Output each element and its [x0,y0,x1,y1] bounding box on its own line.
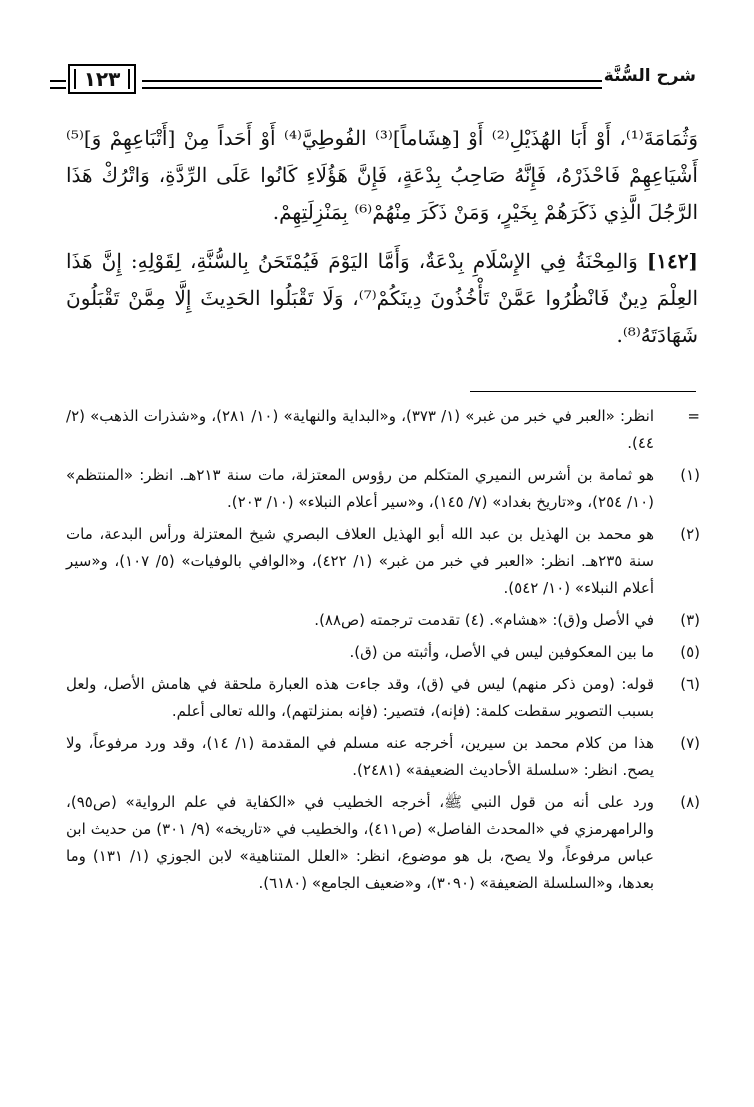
footnotes [66,403,700,902]
footnote-number: (٦) [680,675,700,693]
footnote-text: ما بين المعكوفين ليس في الأصل، وأثبته من (ق). [349,643,654,661]
footnote [66,403,700,457]
footnote-text: هو ثمامة بن أشرس النميري المتكلم من رؤوس المعتزلة، مات سنة ٢١٣هـ. انظر: «المنتظم» (١٠/ ٢٥٤)، و«تاريخ بغداد» (٧/ ١٤٥)، و«سير أعلام النبلاء» (١٠/ ٢٠٣). [66,466,654,511]
footnote-divider [470,391,696,392]
page-number: ١٢٣ [68,64,136,94]
paragraph-2 [66,243,698,354]
page-header [50,62,698,100]
footnote [66,639,700,666]
footnote-number: = [687,407,700,425]
footnote-text: هذا من كلام محمد بن سيرين، أخرجه عنه مسلم في المقدمة (١/ ١٤)، وقد ورد مرفوعاً، ولا يصح. انظر: «سلسلة الأحاديث الضعيفة» (٢٤٨١). [66,734,654,779]
footnote-number: (٥) [680,643,700,661]
header-rule [142,80,602,89]
paragraph-number: [١٤٢] [646,249,698,273]
footnote [66,789,700,897]
footnote [66,730,700,784]
footnote-text: هو محمد بن الهذيل بن عبد الله أبو الهذيل العلاف البصري شيخ المعتزلة ورأس البدعة، مات سنة ٢٣٥هـ. انظر: «العبر في خبر من غبر» (١/ ٤٢٢)، و«الوافي بالوفيات» (٥/ ١٠٧)، و«سير أعلام النبلاء» (١٠/ ٥٤٢). [66,525,655,597]
main-text [66,120,698,354]
footnote-number: (٤) [464,611,485,629]
footnote [66,521,700,602]
paragraph-1: وَثُمَامَةَ⁽¹⁾، أَوْ أَبَا الهُذَيْلِ⁽²⁾ أَوْ [هِشَاماً]⁽³⁾ الفُوطِيَّ⁽⁴⁾ أَوْ أَحَداً مِنْ [أَتْبَاعِهِمْ وَ]⁽⁵⁾ أَشْيَاعِهِمْ فَاحْذَرْهُ، فَإِنَّهُ صَاحِبُ بِدْعَةٍ، فَإِنَّ هَؤُلَاءِ كَانُوا عَلَى الرِّدَّةِ، وَاتْرُكْ هَذَا الرَّجُلَ الَّذِي ذَكَرَهُمْ بِخَيْرٍ، وَمَنْ ذَكَرَ مِنْهُمْ⁽⁶⁾ بِمَنْزِلَتِهِمْ. [66,126,699,224]
footnote-text: انظر: «العبر في خبر من غبر» (١/ ٣٧٣)، و«البداية والنهاية» (١٠/ ٢٨١)، و«شذرات الذهب» (٢/ ٤٤). [66,407,654,452]
paragraph-2-text: وَالمِحْنَةُ فِي الإِسْلَامِ بِدْعَةٌ، وَأَمَّا اليَوْمَ فَيُمْتَحَنُ بِالسُّنَّةِ، لِقَوْلِهِ: إِنَّ هَذَا العِلْمَ دِينٌ فَانْظُرُوا عَمَّنْ تَأْخُذُونَ دِينَكُمْ⁽⁷⁾، وَلَا تَقْبَلُوا الحَدِيثَ إِلَّا مِمَّنْ تَقْبَلُونَ شَهَادَتَهُ⁽⁸⁾. [66,249,698,347]
footnote-number: (٢) [680,525,700,543]
footnote-number: (٣) [680,611,700,629]
footnote [66,671,700,725]
footnote-text: تقدمت ترجمته (ص٨٨). [314,611,460,629]
book-title: شرح السُّنَّة [603,66,696,86]
footnote-number: (١) [680,466,700,484]
footnote-inline [314,611,484,629]
footnote-text: في الأصل و(ق): «هشام». [489,611,654,629]
footnote-number: (٧) [680,734,700,752]
footnote-text-row [66,607,654,634]
footnote-number: (٨) [680,793,700,811]
footnote [66,607,700,634]
footnote-text: قوله: (ومن ذكر منهم) ليس في (ق)، وقد جاءت هذه العبارة ملحقة في هامش الأصل، ولعل بسبب التصوير سقطت كلمة: (فإنه)، فتصير: (فإنه بمنزلتهم)، والله تعالى أعلم. [66,675,654,720]
footnote [66,462,700,516]
footnote-text: ورد على أنه من قول النبي ﷺ، أخرجه الخطيب في «الكفاية في علم الرواية» (ص٩٥)، والرامهرمزي في «المحدث الفاصل» (ص٤١١)، والخطيب في «تاريخه» (٩/ ٣٠١) من حديث ابن عباس مرفوعاً، ولا يصح، بل هو موضوع، انظر: «العلل المتناهية» لابن الجوزي (١/ ١٣١) وما بعدها، و«السلسلة الضعيفة» (٣٠٩٠)، و«ضعيف الجامع» (٦١٨٠). [66,793,655,892]
header-rule-end [50,80,66,89]
